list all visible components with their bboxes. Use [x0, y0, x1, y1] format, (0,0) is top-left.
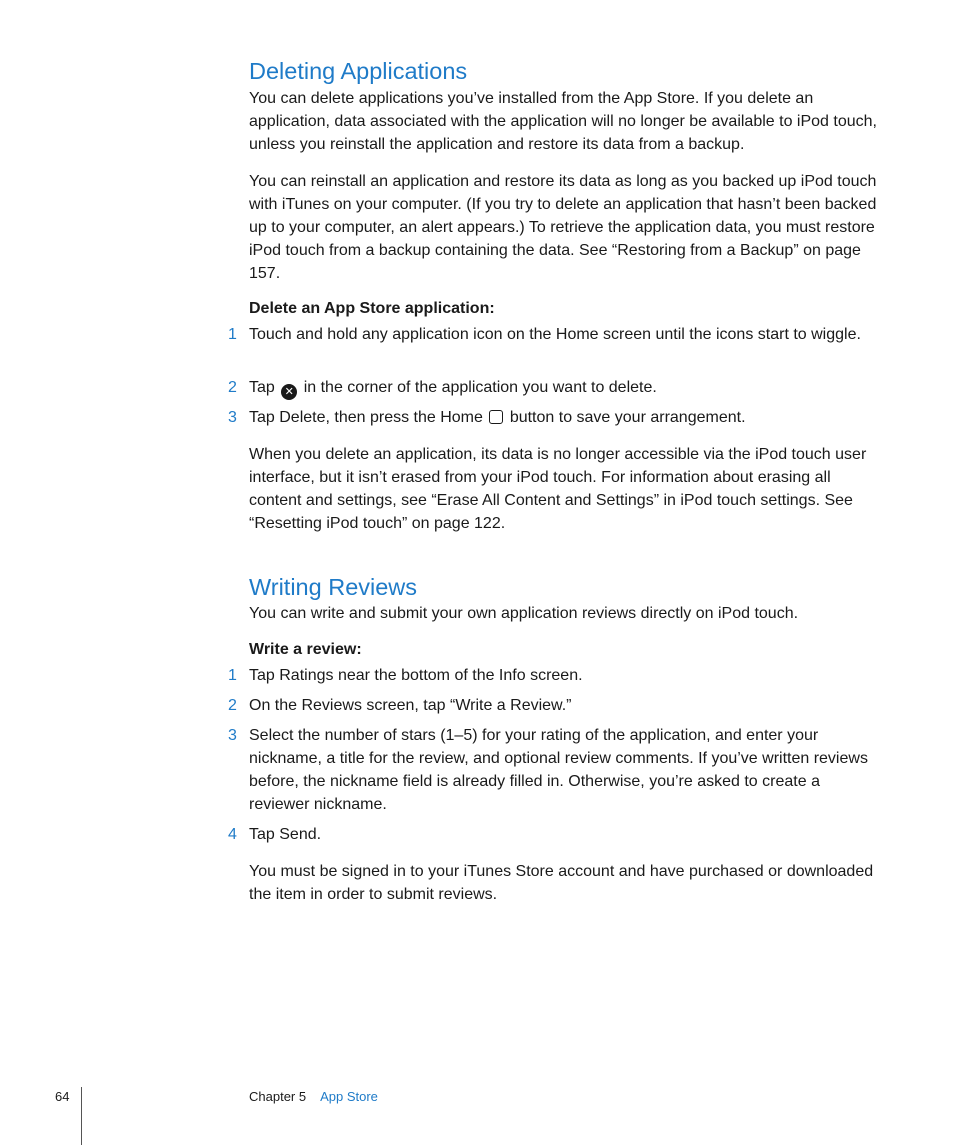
step-number: 2 — [228, 697, 237, 714]
step-number: 4 — [228, 826, 237, 843]
chapter-label: Chapter 5 — [249, 1089, 307, 1104]
step-number: 3 — [228, 727, 237, 744]
step-text-before: Tap Delete, then press the Home — [249, 409, 483, 426]
step-text-before: Tap — [249, 379, 275, 396]
paragraph: When you delete an application, its data is no longer accessible via the iPod touch user interface, but it isn’t erased from your iPod touch. For information about erasing all content and settings, see “Erase All Content and Settings” in iPod touch settings. See “Resetting iPod touch” on page 122. — [249, 446, 867, 532]
home-button-icon — [489, 410, 503, 424]
paragraph: You must be signed in to your iTunes Store account and have purchased or downloaded the item in order to submit reviews. — [249, 863, 874, 903]
paragraph: You can reinstall an application and restore its data as long as you backed up iPod touch with iTunes on your computer. (If you try to delete an application that hasn’t been backed up to your computer, an alert appears.) To retrieve the application data, you must restore iPod touch from a backup containing the data. See “Restoring from a Backup” on page 157. — [249, 173, 877, 282]
task-label: Delete an App Store application: — [249, 300, 495, 317]
step-text: On the Reviews screen, tap “Write a Review.” — [249, 697, 572, 714]
step-text — [249, 406, 879, 429]
step-text: Touch and hold any application icon on the Home screen until the icons start to wiggle. — [249, 326, 861, 343]
step-text-after: button to save your arrangement. — [509, 409, 746, 426]
step-text: Select the number of stars (1–5) for your rating of the application, and enter your nickname, a title for the review, and optional review comments. If you’ve written reviews before, the nickname field is already filled in. Otherwise, you’re asked to create a reviewer nickname. — [249, 727, 868, 813]
step-text — [249, 376, 879, 400]
footer-divider — [81, 1087, 82, 1145]
section-heading-writing-reviews: Writing Reviews — [249, 574, 418, 600]
step-text: Tap Send. — [249, 826, 322, 843]
task-label: Write a review: — [249, 641, 362, 658]
paragraph: You can delete applications you’ve installed from the App Store. If you delete an application, data associated with the application will no longer be available to iPod touch, unless you reinstall the application and restore its data from a backup. — [249, 90, 877, 153]
step-number: 1 — [228, 326, 237, 343]
step-text-after: in the corner of the application you want to delete. — [303, 379, 657, 396]
footer-chapter — [249, 1089, 378, 1104]
page-number: 64 — [55, 1089, 70, 1104]
step-number: 2 — [228, 379, 237, 396]
step-number: 1 — [228, 667, 237, 684]
section-heading-deleting-applications: Deleting Applications — [249, 58, 468, 84]
step-text: Tap Ratings near the bottom of the Info screen. — [249, 667, 583, 684]
step-number: 3 — [228, 409, 237, 426]
paragraph: You can write and submit your own application reviews directly on iPod touch. — [249, 605, 799, 622]
x-circle-icon: ✕ — [281, 384, 297, 400]
chapter-name: App Store — [320, 1089, 378, 1104]
